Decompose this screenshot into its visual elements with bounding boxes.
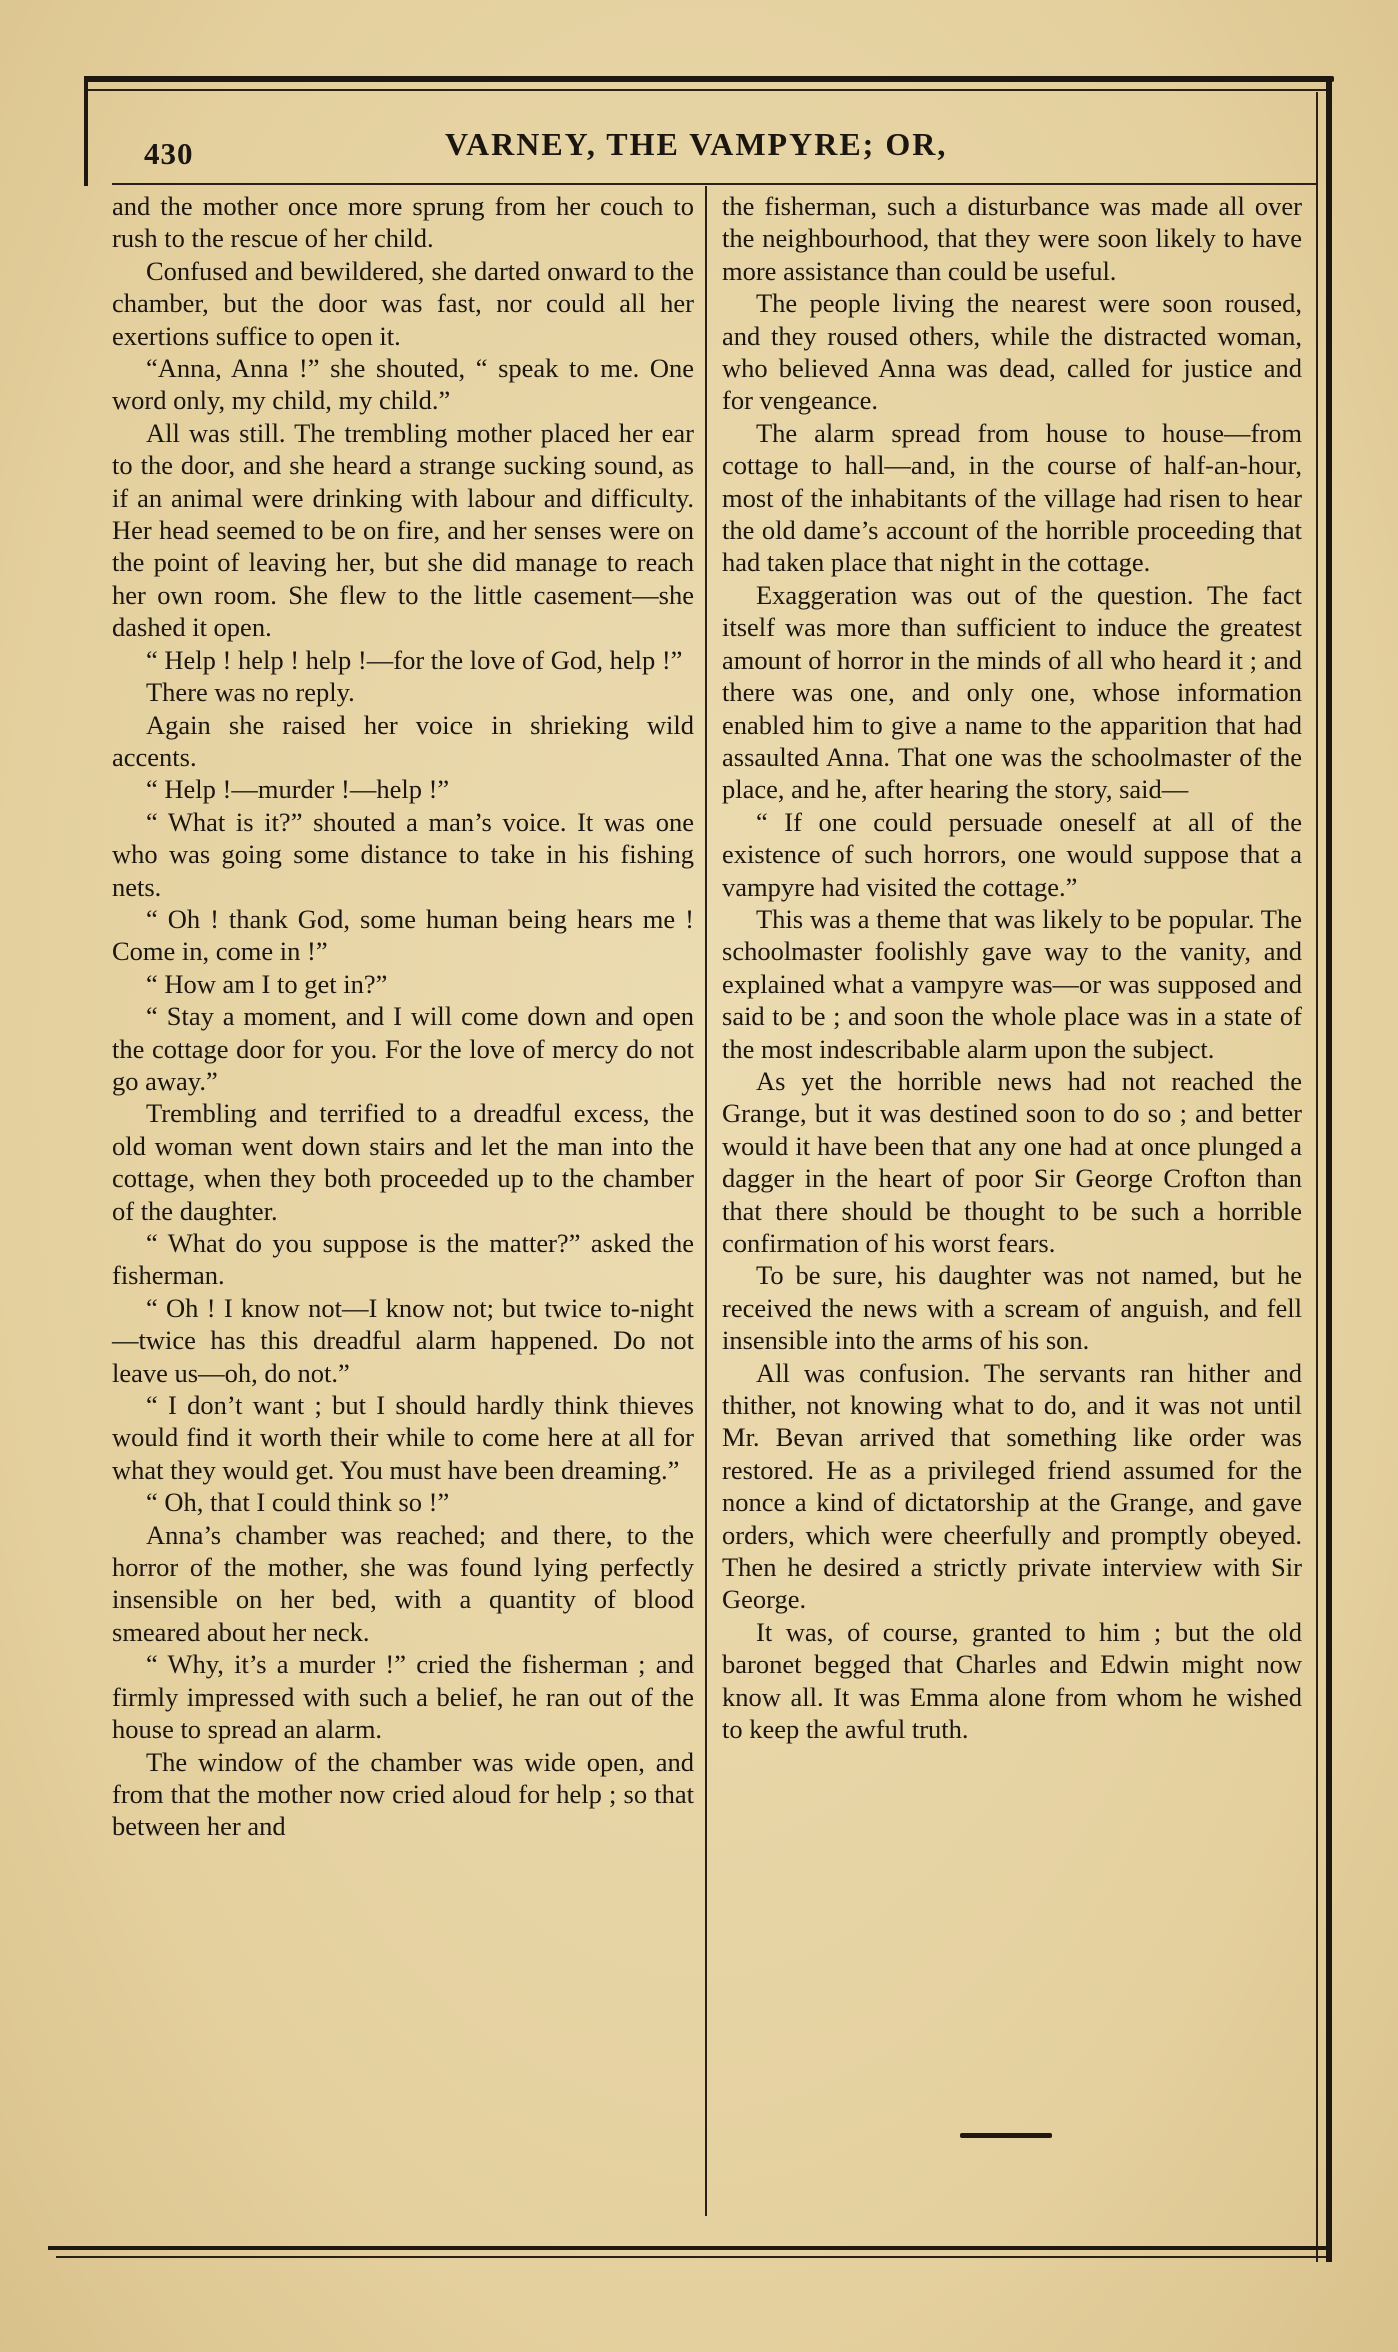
running-head: VARNEY, THE VAMPYRE; OR, (445, 126, 948, 162)
paragraph: “ Oh, that I could think so !” (146, 1487, 450, 1518)
right-border-inner-rule (1316, 92, 1318, 2262)
paragraph: “ Why, it’s a murder !” cried the fisherman ; and firmly impressed with such a belief, he ran out of the house to spread an alarm. (112, 1649, 694, 1745)
right-border-rule (1326, 82, 1332, 2262)
paragraph: As yet the horrible news had not reached the Grange, but it was destined soon to do so ; and better would it have been that any one had at once plunged a dagger in the heart of poor Sir George Crofton than that there should be thought to be such a horrible confirmation of his worst fears. (722, 1065, 1302, 1258)
top-border-inner-rule (86, 89, 1332, 91)
paragraph: “ Help !—murder !—help !” (146, 774, 450, 805)
paragraph: The alarm spread from house to house—from cottage to hall—and, in the course of half-an-hour, most of the inhabitants of the village had risen to hear the old dame’s account of the horrible proceeding that had taken place that night in the cottage. (722, 417, 1302, 578)
paragraph: “ Oh ! I know not—I know not; but twice to-night—twice has this dreadful alarm happened. Do not leave us—oh, do not.” (112, 1292, 694, 1388)
paragraph: and the mother once more sprung from her couch to rush to the rescue of her child. (112, 191, 694, 254)
paragraph: “ What do you suppose is the matter?” asked the fisherman. (112, 1228, 694, 1291)
paragraph: Exaggeration was out of the question. The fact itself was more than sufficient to induce the greatest amount of horror in the minds of all who heard it ; and there was one, and only one, whose information enabled him to give a name to the apparition that had assaulted Anna. That one was the schoolmaster of the place, and he, after hearing the story, said— (722, 579, 1302, 805)
bottom-border-inner-rule (56, 2256, 1326, 2258)
header-rule (112, 183, 1316, 185)
paragraph: All was still. The trembling mother placed her ear to the door, and she heard a strange sucking sound, as if an animal were drinking with labour and difficulty. Her head seemed to be on fire, and her senses were on the point of leaving her, but she did manage to reach her own room. She flew to the little casement—she dashed it open. (112, 417, 694, 643)
paragraph: “ I don’t want ; but I should hardly think thieves would find it worth their while to come here at all for what they would get. You must have been dreaming.” (112, 1390, 694, 1485)
paragraph: The window of the chamber was wide open, and from that the mother now cried aloud for help ; so that between her and (112, 1746, 694, 1842)
bottom-border-rule (48, 2246, 1332, 2250)
left-column (112, 190, 694, 1843)
paragraph: The people living the nearest were soon roused, and they roused others, while the distracted woman, who believed Anna was dead, called for justice and for vengeance. (722, 288, 1302, 416)
left-border-rule (84, 76, 88, 186)
paragraph: Again she raised her voice in shrieking wild accents. (112, 709, 694, 772)
paragraph: “Anna, Anna !” she shouted, “ speak to me. One word only, my child, my child.” (112, 353, 694, 416)
paragraph: All was confusion. The servants ran hither and thither, not knowing what to do, and it was not until Mr. Bevan arrived that something like order was restored. He as a privileged friend assumed for the nonce a kind of dictatorship at the Grange, and gave orders, which were cheerfully and promptly obeyed. Then he desired a strictly private interview with Sir George. (722, 1357, 1302, 1615)
paragraph: “ What is it?” shouted a man’s voice. It was one who was going some distance to take in his fishing nets. (112, 806, 694, 902)
page-number: 430 (144, 136, 194, 171)
paragraph: It was, of course, granted to him ; but the old baronet begged that Charles and Edwin might now know all. It was Emma alone from whom he wished to keep the awful truth. (722, 1616, 1302, 1745)
paragraph: There was no reply. (146, 677, 355, 708)
paragraph: This was a theme that was likely to be popular. The schoolmaster foolishly gave way to the vanity, and explained what a vampyre was—or was supposed and said to be ; and soon the whole place was in a state of the most indescribable alarm upon the subject. (722, 903, 1302, 1064)
paragraph: Anna’s chamber was reached; and there, to the horror of the mother, she was found lying perfectly insensible on her bed, with a quantity of blood smeared about her neck. (112, 1519, 694, 1647)
paragraph: “ Oh ! thank God, some human being hears me ! Come in, come in !” (112, 903, 694, 967)
paragraph: Confused and bewildered, she darted onward to the chamber, but the door was fast, nor could all her exertions suffice to open it. (112, 255, 694, 351)
top-border-rule (84, 76, 1334, 82)
paragraph: “ Stay a moment, and I will come down and open the cottage door for you. For the love of mercy do not go away.” (112, 1001, 694, 1096)
right-column (722, 190, 1302, 1746)
paragraph: the fisherman, such a disturbance was made all over the neighbourhood, that they were soon likely to have more assistance than could be useful. (722, 191, 1302, 286)
paragraph: To be sure, his daughter was not named, but he received the news with a scream of anguish, and fell insensible into the arms of his son. (722, 1260, 1302, 1356)
paragraph: “ Help ! help ! help !—for the love of God, help !” (146, 644, 683, 675)
column-divider (705, 186, 707, 2216)
paragraph: “ If one could persuade oneself at all of the existence of such horrors, one would suppose that a vampyre had visited the cottage.” (722, 806, 1302, 902)
paragraph: Trembling and terrified to a dreadful excess, the old woman went down stairs and let the man into the cottage, when they both proceeded up to the chamber of the daughter. (112, 1098, 694, 1226)
paragraph: “ How am I to get in?” (146, 968, 388, 999)
section-end-rule (960, 2133, 1052, 2138)
